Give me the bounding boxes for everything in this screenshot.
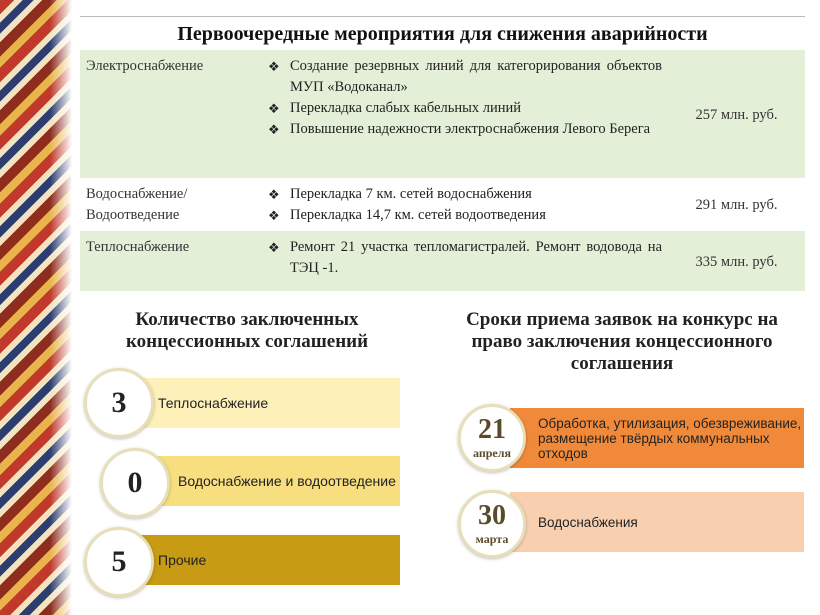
agreement-bar-water [140,456,400,506]
deadline-month: марта [475,532,509,546]
deadline-bar-water [510,492,804,552]
list-item: ❖ Повышение надежности электроснабжения Левого Берега [268,119,662,140]
table-cell-category: Теплоснабжение [80,231,262,291]
deadline-date-circle [458,490,526,558]
list-item: ❖ Перекладка 14,7 км. сетей водоотведения [268,205,662,226]
agreement-count: 0 [127,466,143,499]
page-title: Первоочередные мероприятия для снижения аварийности [80,16,805,51]
agreement-label: Прочие [158,552,207,568]
list-item: ❖ Перекладка слабых кабельных линий [268,98,662,119]
agreement-count-circle [84,368,154,438]
agreement-label: Водоснабжение и водоотведение [178,473,396,489]
deadline-month: апреля [473,446,511,460]
decorative-ornament-strip [0,0,72,615]
deadline-bar-waste [510,408,804,468]
deadline-day: 30 [478,500,506,531]
deadline-label: Обработка, утилизация, обезвреживание, размещение твёрдых коммунальных отходов [538,415,802,461]
table-row [80,50,805,178]
table-cell-amount: 335 млн. руб. [668,231,805,291]
table-cell-category: Водоснабжение/ Водоотведение [80,178,262,231]
table-cell-amount: 257 млн. руб. [668,50,805,178]
deadline-date-circle [458,404,526,472]
agreement-label: Теплоснабжение [158,395,269,411]
agreement-count-circle [100,448,170,518]
agreement-bar-heating [118,378,400,428]
list-item: ❖ Ремонт 21 участка тепломагистралей. Ремонт водовода на ТЭЦ -1. [268,237,662,279]
agreement-count: 3 [111,386,127,419]
agreement-count: 5 [111,545,127,578]
table-cell-category: Электроснабжение [80,50,262,178]
deadlines-heading: Сроки приема заявок на конкурс на право заключения концессионного соглашения [466,309,778,374]
list-item: ❖ Перекладка 7 км. сетей водоснабжения [268,184,662,205]
deadline-label: Водоснабжения [538,514,638,530]
table-cell-items [262,231,668,291]
agreements-heading: Количество заключенных концессионных соглашений [125,309,369,352]
agreement-bar-other [118,535,400,585]
list-item: ❖ Создание резервных линий для категорирования объектов МУП «Водоканал» [268,56,662,98]
agreement-count-circle [84,527,154,597]
table-row [80,178,805,231]
table-cell-amount: 291 млн. руб. [668,178,805,231]
table-cell-items [262,178,668,231]
table-row [80,231,805,291]
table-cell-items [262,50,668,178]
deadline-day: 21 [478,414,506,445]
measures-table [80,50,805,291]
